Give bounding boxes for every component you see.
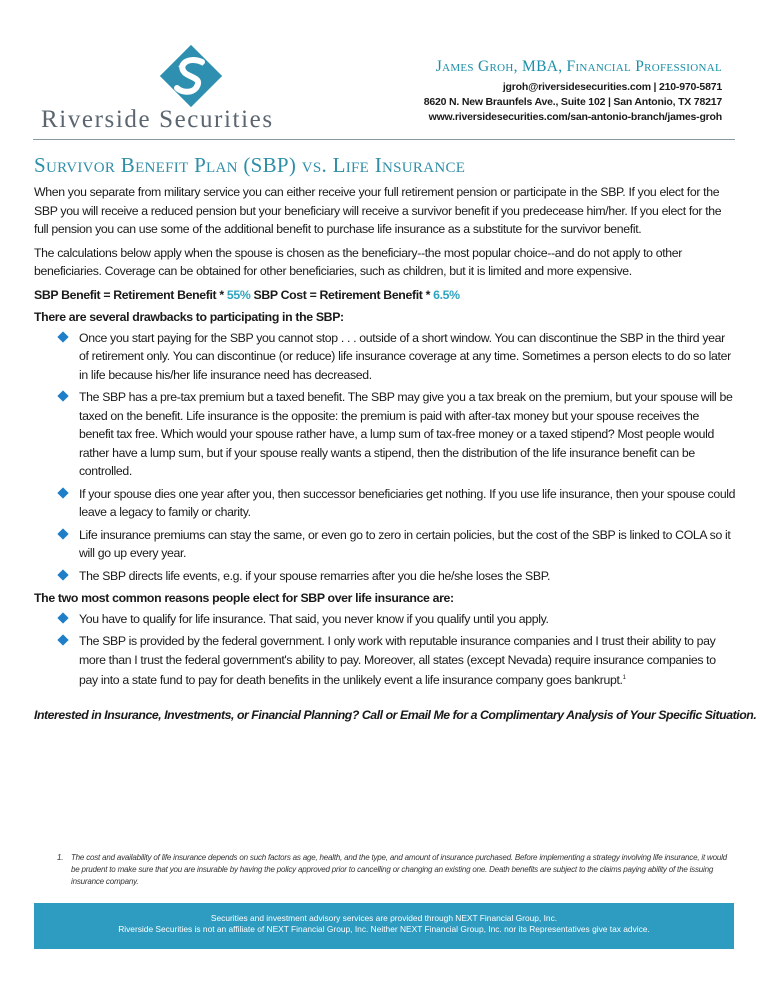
header-divider <box>33 139 735 140</box>
intro-paragraph: When you separate from military service you can either receive your full retirement pension or participate in the SBP. If you elect for the SBP you will receive a reduced pension but your beneficiary will receive a survivor benefit if you predecease him/her. If you elect for the full pension you can use some of the additional benefit to purchase life insurance as a substitute for the survivor benefit. <box>34 185 722 236</box>
bullet-diamond-icon <box>57 569 68 580</box>
intro-paragraph: The calculations below apply when the spouse is chosen as the beneficiary--the most popular choice--and do not apply to other beneficiaries. Coverage can be obtained for other beneficiaries, such as children, but it is limited and more expensive. <box>34 245 683 278</box>
list-item: The SBP has a pre-tax premium but a taxed benefit. The SBP may give you a tax break on the premium, but your spouse will be taxed on the benefit. Life insurance is the opposite: the premium is paid with after-tax money but your spouse receives the benefit tax free. Which would your spouse rather have, a lump sum of tax-free money or a taxed stipend? Most people would rather have a lump sum, but if your spouse really wants a stipend, then the distribution of the life insurance benefit can be controlled. <box>69 388 736 481</box>
address: 8620 N. New Braunfels Ave., Suite 102 | San Antonio, TX 78217 <box>423 96 722 108</box>
footer-line: Riverside Securities is not an affiliate of NEXT Financial Group, Inc. Neither NEXT Financial Group, Inc. nor its Representatives give tax advice. <box>118 924 650 934</box>
cost-percent: 6.5% <box>433 287 460 302</box>
reasons-heading: The two most common reasons people elect for SBP over life insurance are: <box>34 591 454 605</box>
advisor-name: James Groh, MBA, Financial Professional <box>435 58 722 75</box>
reasons-list <box>34 610 736 690</box>
bullet-diamond-icon <box>57 612 68 623</box>
benefit-label: SBP Benefit = Retirement Benefit * <box>34 287 227 302</box>
list-item: Once you start paying for the SBP you cannot stop . . . outside of a short window. You can discontinue the SBP in the third year of retirement only. You can discontinue (or reduce) life insurance coverage at any time. Sometimes a person elects to do so later in life because his/her life insurance need has decreased. <box>69 329 736 385</box>
bullet-diamond-icon <box>57 390 68 401</box>
footnote <box>58 852 730 888</box>
contact-block <box>424 58 722 125</box>
footnote-number: 1. <box>57 853 64 862</box>
footnote-ref: 1 <box>622 675 626 681</box>
document-body <box>34 183 757 724</box>
footnote-text: The cost and availability of life insurance depends on such factors as age, health, and the type, and amount of insurance purchased. Before implementing a strategy involving life insurance, it would be prudent to make sure that you are insurable by having the policy approved prior to cancelling or changing an existing one. Death benefits are subject to the claims paying ability of the issuing insurance company. <box>71 853 727 886</box>
riverside-logo-icon <box>155 40 227 112</box>
list-item: If your spouse dies one year after you, then successor beneficiaries get nothing. If you use life insurance, then your spouse could leave a legacy to family or charity. <box>69 485 736 522</box>
bullet-diamond-icon <box>57 331 68 342</box>
sbp-formula <box>34 286 736 305</box>
company-name: Riverside Securities <box>41 106 274 133</box>
call-to-action: Interested in Insurance, Investments, or Financial Planning? Call or Email Me for a Complimentary Analysis of Your Specific Situation. <box>34 707 757 722</box>
page-title: Survivor Benefit Plan (SBP) vs. Life Insurance <box>34 153 466 177</box>
website: www.riversidesecurities.com/san-antonio-branch/james-groh <box>428 111 722 123</box>
disclosure-footer <box>34 903 734 949</box>
drawbacks-list <box>34 329 736 586</box>
list-item: The SBP directs life events, e.g. if your spouse remarries after you die he/she loses the SBP. <box>69 567 736 586</box>
list-item: Life insurance premiums can stay the same, or even go to zero in certain policies, but the cost of the SBP is linked to COLA so it will go up every year. <box>69 526 736 563</box>
bullet-diamond-icon <box>57 528 68 539</box>
email-phone: jgroh@riversidesecurities.com | 210-970-5871 <box>502 81 722 93</box>
list-item: The SBP is provided by the federal government. I only work with reputable insurance companies and I trust their ability to pay more than I trust the federal government's ability to pay. Moreover, all states (except Nevada) require insurance companies to pay into a state fund to pay for death benefits in the unlikely event a life insurance company goes bankrupt.$^1$ <box>69 632 736 690</box>
drawbacks-heading: There are several drawbacks to participating in the SBP: <box>34 310 344 324</box>
list-item: You have to qualify for life insurance. That said, you never know if you qualify until you apply. <box>69 610 736 629</box>
bullet-diamond-icon <box>57 634 68 645</box>
bullet-diamond-icon <box>57 487 68 498</box>
footer-line: Securities and investment advisory services are provided through NEXT Financial Group, Inc. <box>210 913 558 923</box>
benefit-percent: 55% <box>226 287 251 302</box>
cost-label: SBP Cost = Retirement Benefit * <box>253 287 434 302</box>
